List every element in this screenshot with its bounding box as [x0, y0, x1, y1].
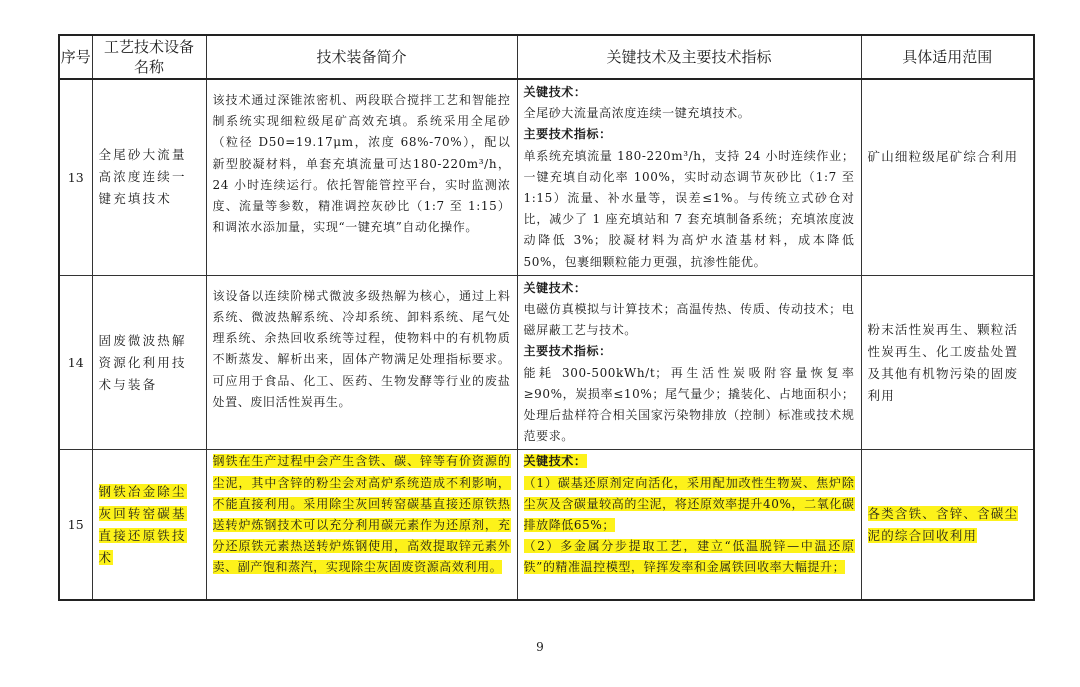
tech-name: 全尾砂大流量高浓度连续一键充填技术	[98, 147, 187, 207]
indicator-text: 能耗 300-500kWh/t；再生活性炭吸附容量恢复率≥90%，炭损率≤10%；尾气量少；撬装化、占地面积小；处理后盐样符合相关国家污染物排放（控制）标准或技术规范要求。	[523, 365, 855, 444]
key-tech-label: 关键技术：	[523, 454, 587, 469]
document-page	[58, 34, 1033, 601]
row-number: 14	[59, 275, 92, 450]
table-header-row	[59, 35, 1034, 79]
header-intro: 技术装备简介	[206, 35, 517, 79]
header-scope: 具体适用范围	[861, 35, 1034, 79]
tech-name-cell	[92, 275, 206, 450]
header-key-tech: 关键技术及主要技术指标	[517, 35, 861, 79]
header-no: 序号	[59, 35, 92, 79]
key-tech-label: 关键技术：	[523, 85, 587, 99]
tech-name-cell	[92, 79, 206, 275]
scope-cell	[861, 275, 1034, 450]
intro-cell	[206, 450, 517, 600]
tech-intro: 该技术通过深锥浓密机、两段联合搅拌工艺和智能控制系统实现细粒级尾矿高效充填。系统采用全尾砂（粒径 D50=19.17μm，浓度 68%-70%），配以新型胶凝材料，单套充填流量可达180-220m³/h，24 小时连续运行。依托智能管控平台，实时监测浓度、流量等参数，精准调控灰砂比（1:7 至 1:15）和调浓水添加量，实现“一键充填”自动化操作。	[212, 93, 511, 235]
indicator-label: 主要技术指标：	[523, 344, 612, 359]
scope-text: 矿山细粒级尾矿综合利用	[867, 149, 1019, 164]
header-name: 工艺技术设备名称	[92, 35, 206, 79]
table-row	[59, 275, 1034, 450]
key-cell	[517, 275, 861, 450]
table-row	[59, 450, 1034, 600]
scope-cell	[861, 79, 1034, 275]
tech-name: 钢铁冶金除尘灰回转窑碳基直接还原铁技术	[98, 483, 187, 565]
tech-intro: 该设备以连续阶梯式微波多级热解为核心，通过上料系统、微波热解系统、冷却系统、卸料系统、尾气处理系统、余热回收系统等过程，使物料中的有机物质不断蒸发、解析出来，固体产物满足处理指标要求。可应用于食品、化工、医药、生物发酵等行业的废盐处置、废旧活性炭再生。	[212, 288, 511, 409]
technology-table	[58, 34, 1035, 601]
row-number: 13	[59, 79, 92, 275]
intro-cell	[206, 275, 517, 450]
table-row	[59, 79, 1034, 275]
key-tech-text: 全尾砂大流量高浓度连续一键充填技术。	[523, 106, 751, 121]
indicator-text: 单系统充填流量 180-220m³/h，支持 24 小时连续作业；一键充填自动化率 100%，实时动态调节灰砂比（1:7 至 1:15）流量、补水量等，误差≤1%。与传统立式砂仓对比，减少了 1 座充填站和 7 套充填制备系统；充填浓度波动降低 3%；胶凝材料为高炉水渣基材料，成本降低 50%，包裹细颗粒能力更强，抗渗性能优。	[523, 148, 855, 269]
scope-text: 粉末活性炭再生、颗粒活性炭再生、化工废盐处置及其他有机物污染的固废利用	[867, 321, 1019, 403]
key-tech-item-1: （1）碳基还原剂定向活化，采用配加改性生物炭、焦炉除尘灰及含碳量较高的尘泥，将还原效率提升40%，二氧化碳排放降低65%；	[523, 475, 855, 533]
intro-cell	[206, 79, 517, 275]
key-tech-label: 关键技术：	[523, 280, 587, 295]
tech-name-cell	[92, 450, 206, 600]
indicator-label: 主要技术指标：	[523, 127, 612, 142]
page-number: 9	[536, 640, 544, 654]
key-tech-item-2: （2）多金属分步提取工艺，建立“低温脱锌—中温还原铁”的精准温控模型，锌挥发率和金属铁回收率大幅提升；	[523, 539, 855, 575]
key-tech-text: 电磁仿真模拟与计算技术；高温传热、传质、传动技术；电磁屏蔽工艺与技术。	[523, 302, 855, 338]
scope-cell	[861, 450, 1034, 600]
tech-intro: 钢铁在生产过程中会产生含铁、碳、锌等有价资源的尘泥，其中含锌的粉尘会对高炉系统造成不利影响，不能直接利用。采用除尘灰回转窑碳基直接还原铁热送转炉炼钢技术可以充分利用碳元素作为还原剂，充分还原铁元素热送转炉炼钢使用，高效提取锌元素外卖、副产饱和蒸汽，实现除尘灰固废资源高效利用。	[212, 454, 511, 575]
key-cell	[517, 79, 861, 275]
tech-name: 固废微波热解资源化利用技术与装备	[98, 332, 187, 392]
scope-text: 各类含铁、含锌、含碳尘泥的综合回收利用	[867, 505, 1019, 543]
key-cell	[517, 450, 861, 600]
row-number: 15	[59, 450, 92, 600]
